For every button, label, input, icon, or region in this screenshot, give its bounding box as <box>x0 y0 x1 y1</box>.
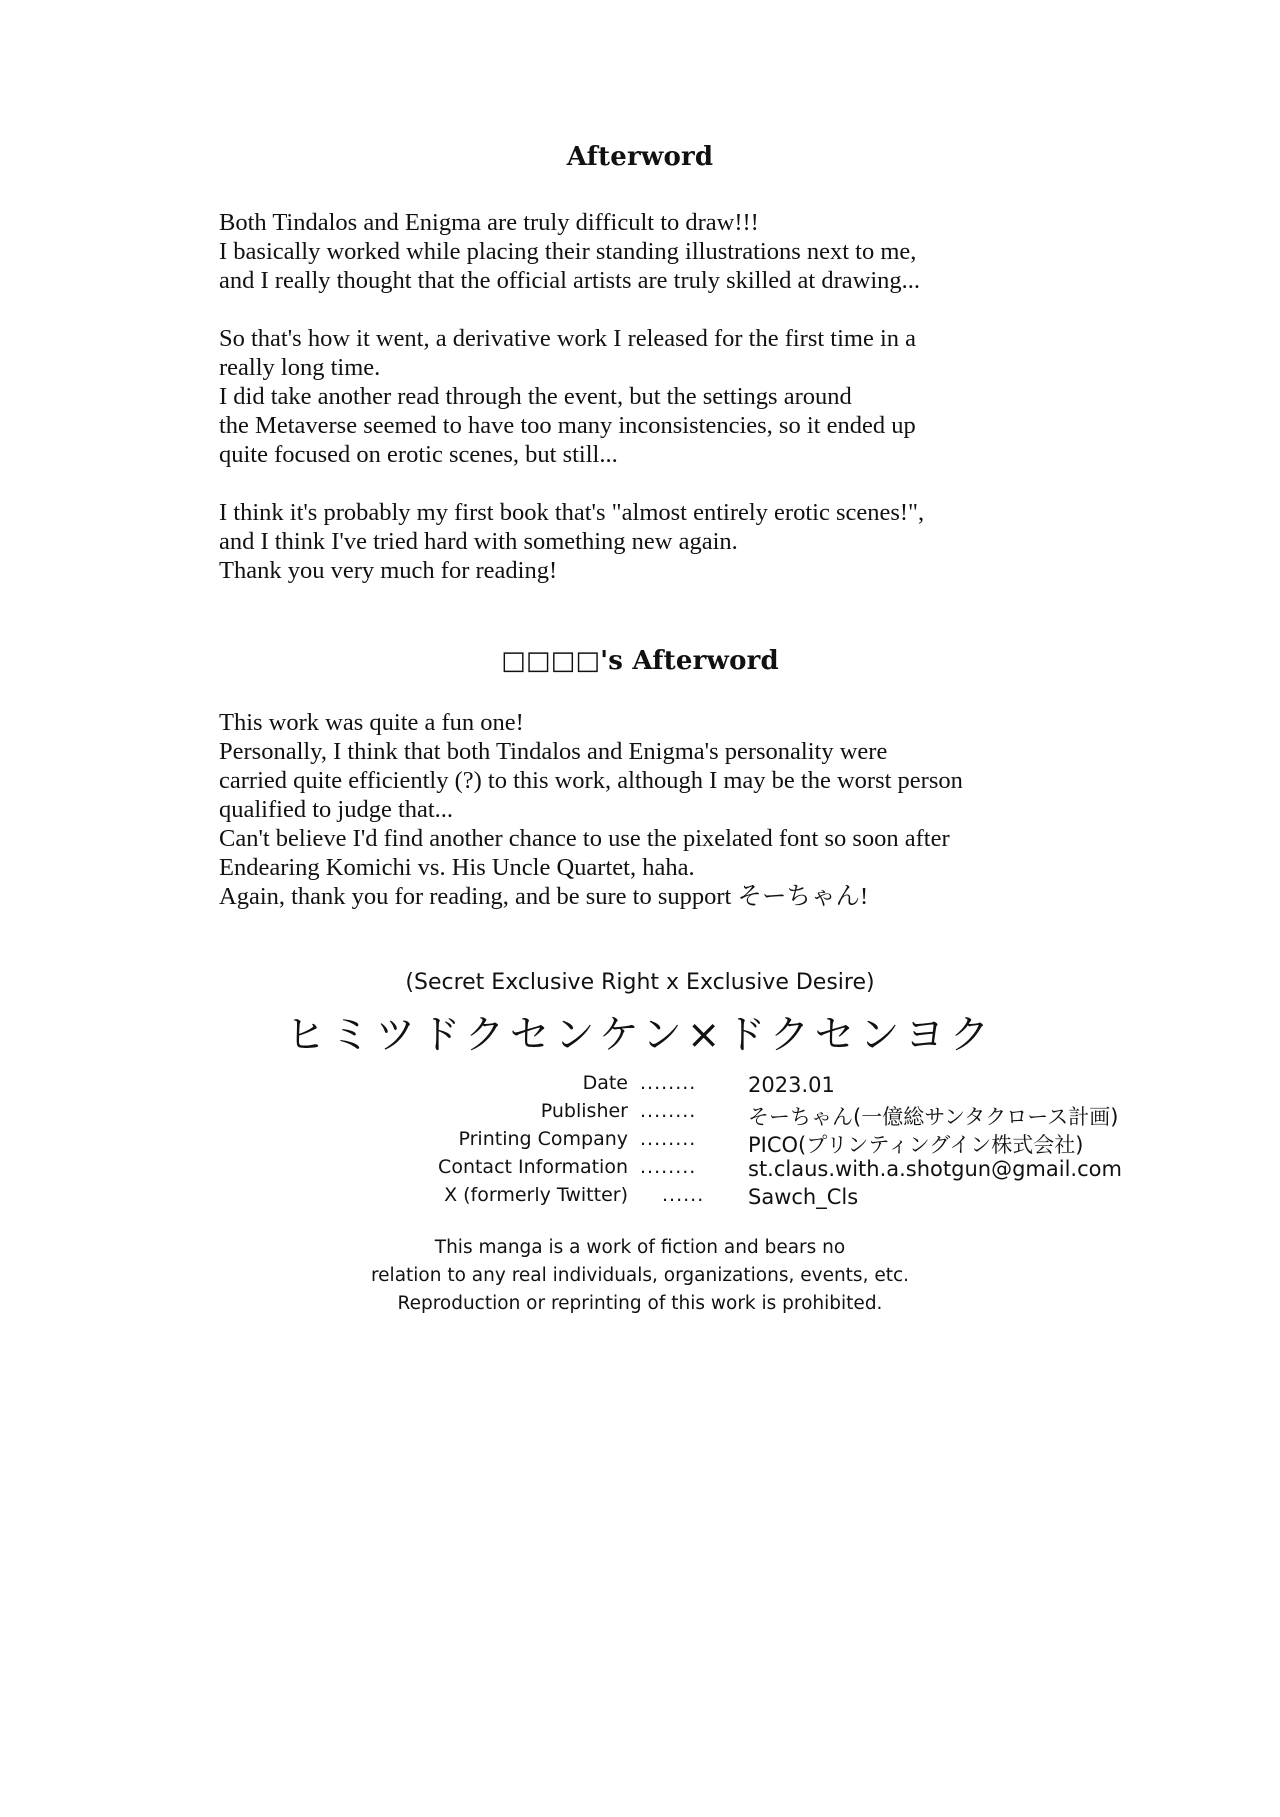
colophon-row-date <box>200 1072 1100 1100</box>
leader-dots: ........ <box>640 1156 697 1178</box>
text-line: So that's how it went, a derivative work I released for the first time in a <box>219 325 917 352</box>
text-line: quite focused on erotic scenes, but still... <box>219 441 618 468</box>
colophon-value: PICO(プリンティングイン株式会社) <box>748 1133 1084 1157</box>
colophon-row-contact <box>200 1156 1122 1184</box>
disclaimer-line: relation to any real individuals, organizations, events, etc. <box>370 1265 910 1286</box>
text-line: Again, thank you for reading, and be sure to support そーちゃん! <box>219 883 869 910</box>
colophon-value: 2023.01 <box>748 1073 835 1097</box>
leader-dots: ........ <box>640 1072 697 1094</box>
afterword-paragraph-1 <box>219 208 1099 295</box>
text-line: Both Tindalos and Enigma are truly difficult to draw!!! <box>219 209 759 236</box>
disclaimer-line: This manga is a work of fiction and bears no <box>434 1237 846 1258</box>
text-line: carried quite efficiently (?) to this work, although I may be the worst person <box>219 767 963 794</box>
work-title: ヒミツドクセンケン×ドクセンヨク <box>285 1012 995 1058</box>
text-line: This work was quite a fun one! <box>219 709 524 736</box>
colophon-row-publisher <box>200 1100 1119 1129</box>
text-line: I did take another read through the event, but the settings around <box>219 383 852 410</box>
colophon-value: そーちゃん(一億総サンタクロース計画) <box>748 1105 1119 1129</box>
colophon-label: Contact Information <box>438 1156 628 1178</box>
text-line: and I think I've tried hard with something new again. <box>219 528 738 555</box>
text-line: qualified to judge that... <box>219 796 454 823</box>
colophon-label: Publisher <box>540 1100 628 1122</box>
text-line: I think it's probably my first book that's "almost entirely erotic scenes!", <box>219 499 925 526</box>
text-line: I basically worked while placing their standing illustrations next to me, <box>219 238 917 265</box>
text-line: Thank you very much for reading! <box>219 557 558 584</box>
colophon-label: Date <box>582 1072 628 1094</box>
afterword-paragraph-3 <box>219 498 1099 585</box>
contact-email: st.claus.with.a.shotgun@gmail.com <box>748 1157 1122 1181</box>
leader-dots: ...... <box>662 1184 705 1206</box>
disclaimer-line: Reproduction or reprinting of this work is prohibited. <box>397 1293 883 1314</box>
second-afterword-title: □□□□'s Afterword <box>501 646 779 676</box>
colophon-table <box>200 1072 1122 1212</box>
disclaimer <box>0 1234 1280 1318</box>
text-line: and I really thought that the official artists are truly skilled at drawing... <box>219 267 921 294</box>
colophon-label: Printing Company <box>458 1128 628 1150</box>
text-line: Personally, I think that both Tindalos and Enigma's personality were <box>219 738 888 765</box>
second-afterword-paragraph <box>219 708 1099 911</box>
colophon-row-twitter <box>200 1184 1100 1212</box>
leader-dots: ........ <box>640 1128 697 1150</box>
colophon-row-printing-company <box>200 1128 1100 1156</box>
text-line: really long time. <box>219 354 381 381</box>
text-line: Can't believe I'd find another chance to use the pixelated font so soon after <box>219 825 950 852</box>
colophon-label: X (formerly Twitter) <box>444 1184 628 1206</box>
afterword-paragraph-2 <box>219 324 1099 469</box>
work-subtitle: (Secret Exclusive Right x Exclusive Desire) <box>405 970 875 995</box>
afterword-title: Afterword <box>566 142 714 172</box>
leader-dots: ........ <box>640 1100 697 1122</box>
text-line: Endearing Komichi vs. His Uncle Quartet, haha. <box>219 854 695 881</box>
text-line: the Metaverse seemed to have too many inconsistencies, so it ended up <box>219 412 916 439</box>
twitter-handle: Sawch_Cls <box>748 1185 859 1209</box>
